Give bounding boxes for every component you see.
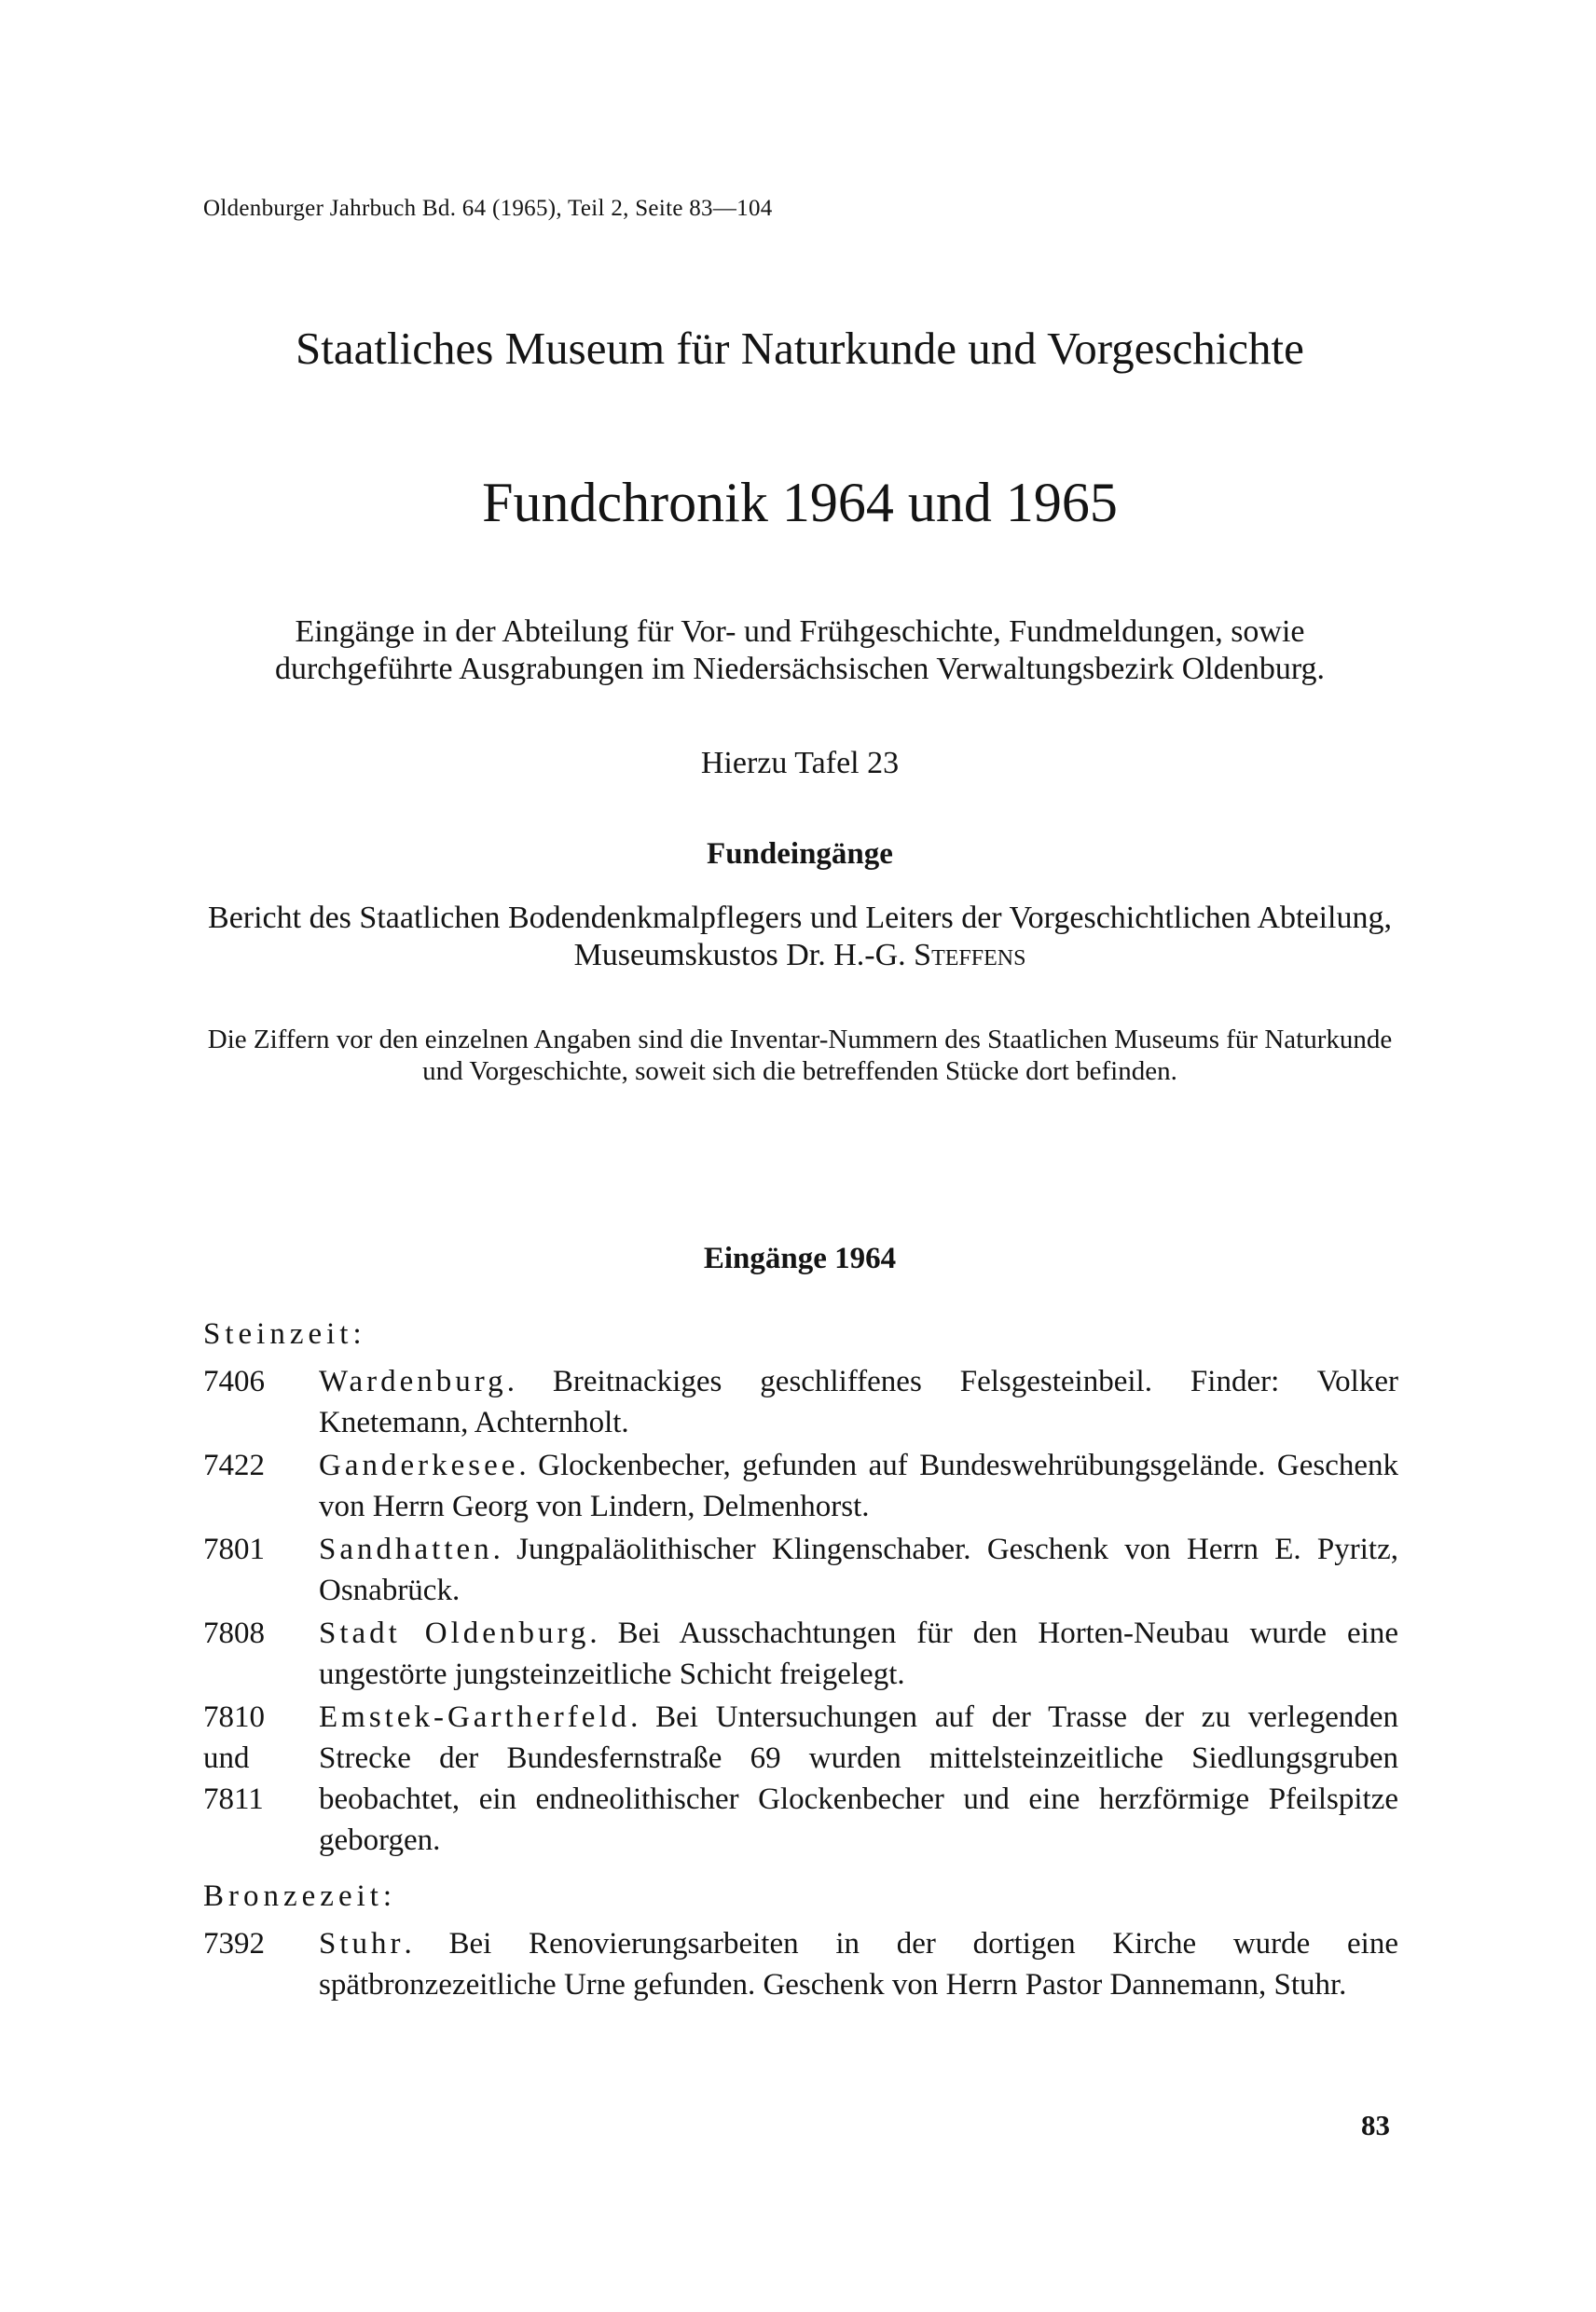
entry-text: [319, 1613, 1398, 1695]
list-item: [203, 1613, 1398, 1695]
inventory-note: Die Ziffern vor den einzelnen Angaben sind die Inventar-Nummern des Staatlichen Museums für Naturkunde und Vorgeschichte, soweit sich die betreffenden Stücke dort befinden.: [207, 1025, 1393, 1086]
entry-description: . Breitnackiges geschliffenes Felsgesteinbeil. Finder: Volker Knetemann, Achternholt.: [319, 1365, 1398, 1439]
find-place: Stadt Oldenburg: [319, 1617, 590, 1650]
inventory-number: 7392: [203, 1927, 265, 1961]
find-place: Ganderkesee: [319, 1449, 519, 1482]
page-number: 83: [1361, 2109, 1390, 2141]
report-author: Steffens: [914, 938, 1026, 972]
entry-text: [319, 1361, 1398, 1443]
find-place: Stuhr: [319, 1927, 405, 1961]
find-place: Emstek-Gartherfeld: [319, 1700, 631, 1734]
entry-list-steinzeit: [203, 1361, 1398, 1863]
entry-text: [319, 1529, 1398, 1611]
list-item: [203, 1697, 1398, 1861]
entry-description: . Glockenbecher, gefunden auf Bundeswehrübungsgelände. Geschenk von Herrn Georg von Lindern, Delmenhorst.: [319, 1449, 1398, 1523]
entry-description: . Bei Renovierungsarbeiten in der dortigen Kirche wurde eine spätbronzezeitliche Urne gefunden. Geschenk von Herrn Pastor Dannemann, Stuhr.: [319, 1927, 1398, 2002]
subtitle: Eingänge in der Abteilung für Vor- und Frühgeschichte, Fundmeldungen, sowie durchgeführte Ausgrabungen im Niedersächsischen Verwaltungsbezirk Oldenburg.: [274, 614, 1326, 686]
inventory-number: 7422: [203, 1449, 265, 1482]
report-text: Bericht des Staatlichen Bodendenkmalpflegers und Leiters der Vorgeschichtlichen Abteilung, Museumskustos Dr. H.-G.: [208, 901, 1392, 972]
section-heading: Fundeingänge: [707, 837, 893, 871]
entry-description: . Jungpaläolithischer Klingenschaber. Geschenk von Herrn E. Pyritz, Osnabrück.: [319, 1533, 1398, 1607]
period-label-bronzezeit: Bronzezeit:: [203, 1879, 397, 1913]
entry-text: [319, 1697, 1398, 1861]
inventory-number: 7406: [203, 1365, 265, 1398]
inventory-number: 7810 und 7811: [203, 1700, 265, 1816]
entry-text: [319, 1445, 1398, 1527]
running-head: Oldenburger Jahrbuch Bd. 64 (1965), Teil 2, Seite 83—104: [203, 196, 773, 221]
period-label-steinzeit: Steinzeit:: [203, 1317, 366, 1351]
inventory-number: 7801: [203, 1533, 265, 1566]
entry-description: . Bei Ausschachtungen für den Horten-Neubau wurde eine ungestörte jungsteinzeitliche Schicht freigelegt.: [319, 1617, 1398, 1691]
report-attribution: [203, 900, 1396, 974]
list-item: [203, 1923, 1398, 2005]
list-item: [203, 1529, 1398, 1611]
list-item: [203, 1361, 1398, 1443]
institution-title: Staatliches Museum für Naturkunde und Vorgeschichte: [296, 323, 1304, 374]
inventory-number: 7808: [203, 1617, 265, 1650]
plate-reference: Hierzu Tafel 23: [700, 746, 900, 780]
find-place: Wardenburg: [319, 1365, 507, 1398]
list-item: [203, 1445, 1398, 1527]
entry-text: [319, 1923, 1398, 2005]
entry-description: . Bei Untersuchungen auf der Trasse der zu verlegenden Strecke der Bundesfernstraße 69 wurden mittelsteinzeitliche Siedlungsgruben beobachtet, ein endneolithischer Glockenbecher und eine herzförmige Pfeilspitze geborgen.: [319, 1700, 1398, 1857]
page-title: Fundchronik 1964 und 1965: [482, 472, 1118, 533]
year-heading: Eingänge 1964: [703, 1242, 897, 1275]
find-place: Sandhatten: [319, 1533, 493, 1566]
entry-list-bronzezeit: [203, 1923, 1398, 2007]
